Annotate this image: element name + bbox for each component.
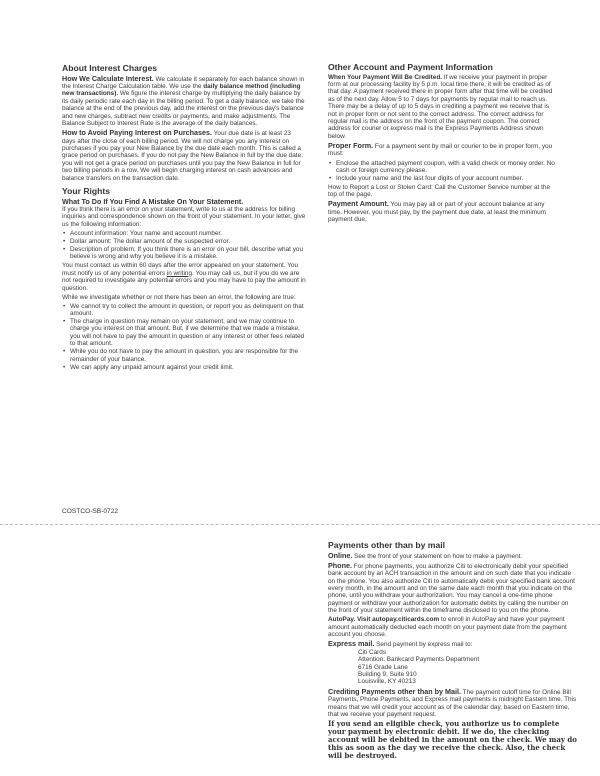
list-item: • The charge in question may remain on your statement, and we may continue to charge you interest on that amount. But, if we determine that we made a mistake, you will not have to pay the amount in question or any interest or other fees related to that amount. (62, 318, 306, 348)
credited-section (328, 74, 556, 141)
lost-card-text: How to Report a Lost or Stolen Card: Call the Customer Service number at the top of the page. (328, 184, 550, 199)
other-heading: Other Account and Payment Information (328, 62, 493, 72)
proper-list (328, 160, 556, 183)
interest-heading: About Interest Charges (62, 63, 158, 73)
mistake-title: What To Do If You Find A Mistake On Your Statement. (62, 196, 244, 206)
how-calc-text-2: We figure the interest charge by multiplying the daily balance by its daily periodic rate each day in the billing period. To get a daily balance, we take the balance at the end of the previous day, add the interest on the previous day's balance and new charges, subtract new credits or payments, and make adjustments. The Balance Subject to Interest Rate is the average of the daily balances. (62, 90, 305, 128)
crediting-text: The payment cutoff time for Online Bill Payments, Phone Payments, and Express mail payments is midnight Eastern time. This means that we will credit your account as of the calendar day, based on Eastern time, that we receive your payment request. (328, 688, 577, 719)
list-item: • Include your name and the last four digits of your account number. (328, 175, 556, 182)
contact-paragraph (62, 262, 306, 292)
right-column (328, 63, 556, 225)
proper-form-section (328, 142, 556, 158)
address-line: 6716 Grade Lane (358, 663, 408, 671)
contact-text-2: . You may call us, but if you do we are not required to investigate any potential errors and you may have to pay the amount in question. (62, 269, 306, 292)
in-writing-text: in writing (166, 269, 193, 277)
left-column (62, 64, 306, 373)
list-item: • We can apply any unpaid amount against your credit limit. (62, 364, 306, 371)
crediting-title: Crediting Payments other than by Mail. (328, 686, 461, 696)
address-line: Louisville, KY 40213 (358, 678, 416, 686)
contact-text-1: You must contact us within 60 days after the error appeared on your statement. You must notify us of any potential errors (62, 262, 299, 277)
rights-heading: Your Rights (62, 186, 111, 197)
online-title: Online. (328, 550, 353, 560)
avoid-title: How to Avoid Paying Interest on Purchases. (62, 128, 213, 138)
tear-line-divider (0, 524, 600, 525)
how-calculate-section (62, 75, 306, 128)
credited-text: If we receive your payment in proper form at our processing facility by 5 p.m. local time there, it will be credited as of that day. A payment received there in proper form after that time will be credited as of the next day. Allow 5 to 7 days for payments by regular mail to reach us. There may be a delay of up to 5 days in crediting a payment we receive that is not in proper form or not sent to the correct address. The correct address for regular mail is the address on the front of the payment coupon. The correct address for courier or express mail is the Express Payments Address shown below. (328, 73, 553, 140)
check-authorization-text: If you send an eligible check, you authorize us to complete your payment by electronic debit. If we do, the checking account will be debited in the amount on the check. We may do this as soon as the day we receive the check. Also, the check will be destroyed. (328, 719, 577, 761)
express-address (328, 649, 578, 686)
autopay-section (328, 616, 578, 638)
proper-title: Proper Form. (328, 141, 374, 151)
investigate-list (62, 303, 306, 371)
express-title: Express mail. (328, 639, 375, 649)
list-item: • We cannot try to collect the amount in question, or report you as delinquent on that amount. (62, 303, 306, 318)
mistake-text: If you think there is an error on your statement, write to us at the address for billing inquiries and correspondence shown on the front of your statement. In your letter, give us the following information: (62, 206, 306, 228)
list-item: • Account information: Your name and account number. (62, 230, 306, 237)
footer-code: COSTCO-SB-0722 (62, 508, 119, 515)
express-text: Send payment by express mail to: (376, 641, 473, 649)
amount-text: You may pay all or part of your account balance at any time. However, you must pay, by the payment due date, at least the minimum payment due. (328, 201, 546, 224)
list-item: • Description of problem: If you think there is an error on your bill, describe what you believe is wrong and why you believe it is a mistake. (62, 246, 306, 261)
how-calc-text-1: We calculate it separately for each balance shown in the Interest Charge Calculation table. We use the (62, 75, 305, 90)
address-line: Building 9, Suite 910 (358, 671, 417, 679)
phone-text: For phone payments, you authorize Citi to electronically debit your specified bank account by an ACH transaction in the amount and on such date that you indicate on the phone. You also authorize Citi to automatically debit your specified bank account every month, in the amount and on the same date each month that you indicate on the phone, until you withdraw your authorization. You may cancel a one-time phone payment or withdraw your authorization for automatic debits by calling the number on the front of your statement within the timeframe disclosed to you on the phone. (328, 562, 575, 615)
bottom-heading: Payments other than by mail (328, 540, 446, 550)
address-line: Citi Cards (358, 648, 387, 656)
how-calc-bold: daily balance method (including new transactions). (62, 83, 301, 98)
list-item: • Dollar amount: The dollar amount of the suspected error. (62, 238, 306, 245)
phone-section (328, 562, 578, 615)
amount-title: Payment Amount. (328, 199, 389, 209)
credited-title: When Your Payment Will Be Credited. (328, 73, 443, 81)
bottom-column (328, 541, 578, 760)
address-line: Attention: Bankcard Payments Department (358, 656, 480, 664)
autopay-title: AutoPay. Visit autopay.citicards.com (328, 616, 440, 624)
avoid-interest-section (62, 129, 306, 182)
how-calc-title: How We Calculate Interest. (62, 73, 154, 83)
autopay-text: to enroll in AutoPay and have your payment amount automatically deducted each month on your payment date from the payment account you choose. (328, 616, 567, 639)
mistake-title-wrap (62, 198, 306, 206)
investigate-text: While we investigate whether or not there has been an error, the following are true: (62, 293, 296, 301)
online-text: See the front of your statement on how to make a payment. (354, 552, 523, 560)
payment-amount-section (328, 200, 556, 223)
list-item: • While you do not have to pay the amount in question, you are responsible for the remainder of your balance. (62, 348, 306, 363)
crediting-section (328, 688, 578, 719)
list-item: • Enclose the attached payment coupon, with a valid check or money order. No cash or foreign currency please. (328, 160, 556, 175)
proper-text: For a payment sent by mail or courier to be in proper form, you must: (328, 143, 553, 158)
online-section (328, 552, 578, 560)
avoid-text: Your due date is at least 23 days after the close of each billing period. We will not charge you any interest on purchases if you pay your New Balance by the due date each month. This is called a grace period on purchases. If you do not pay the New Balance in full by the due date, you will not get a grace period on purchases until you pay the New Balance in full for two billing periods in a row. We will begin charging interest on cash advances and balance transfers on the transaction date. (62, 130, 303, 182)
info-list (62, 230, 306, 261)
phone-title: Phone. (328, 560, 352, 570)
express-section (328, 640, 578, 648)
